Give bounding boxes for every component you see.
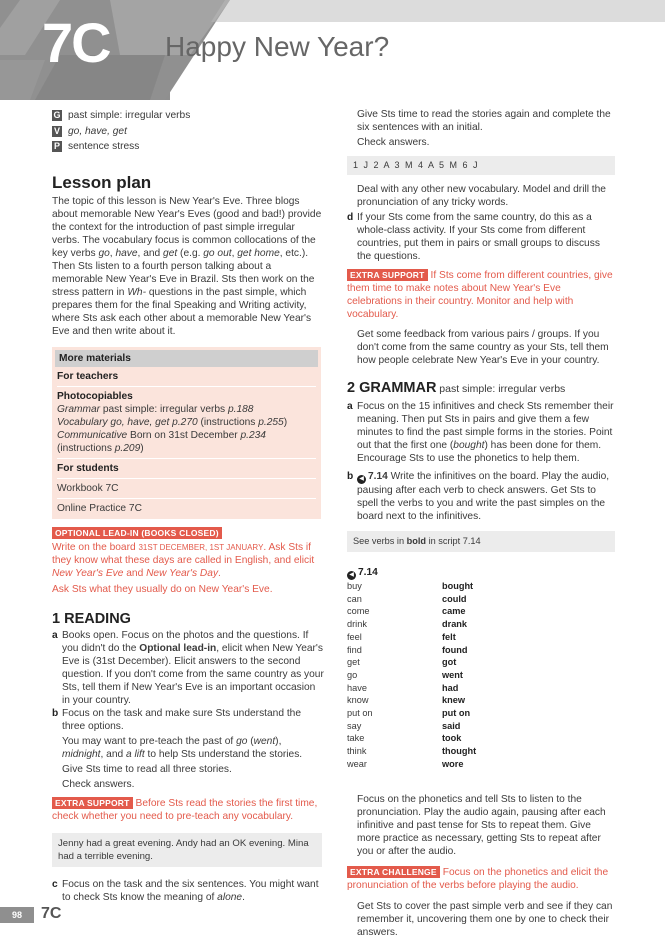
script-note: See verbs in bold in script 7.14 [347, 531, 615, 552]
lead-in [52, 527, 324, 596]
script-past-simple: knew [442, 695, 465, 706]
script-past-simple: drank [442, 619, 468, 630]
reading-b-p2: You may want to pre-teach the past of go (went), midnight, and a lift to help Sts understand the stories. [62, 735, 303, 760]
extra-challenge: EXTRA CHALLENGE Focus on the phonetics and elicit the pronunciation of the verbs before playing the audio. [347, 866, 609, 891]
page-title: Happy New Year? [165, 31, 390, 62]
focus-vocabulary: V go, have, get [53, 125, 127, 137]
script-past-simple: bought [442, 581, 474, 591]
grammar-badge: G [53, 110, 61, 120]
script-infinitive: drink [347, 619, 367, 630]
photocopiable-communicative: Communicative Born on 31st December p.234 [57, 429, 266, 441]
materials-workbook: Workbook 7C [57, 482, 316, 499]
reading-b-p4: Check answers. [62, 778, 135, 790]
script-past-simple: had [442, 682, 459, 693]
materials-teachers: For teachers [57, 370, 316, 387]
script-infinitive: wear [347, 758, 367, 769]
script-table [347, 580, 615, 771]
script-header: ◀ 7.14 [347, 566, 615, 580]
script-infinitive: put on [347, 708, 373, 719]
script-row [347, 605, 615, 618]
script-infinitive: have [347, 682, 367, 693]
reading-b-p3: Give Sts time to read all three stories. [62, 763, 232, 775]
lead-in-tag: OPTIONAL LEAD-IN (BOOKS CLOSED) [52, 527, 222, 539]
lead-in-text-2: Ask Sts what they usually do on New Year's Eve. [52, 583, 273, 595]
script-infinitive: know [347, 695, 369, 706]
script-past-simple: wore [442, 758, 464, 769]
script-infinitive: buy [347, 581, 362, 591]
script-row [347, 707, 615, 720]
right-d: d If your Sts come from the same country, do this as a whole-class activity. If your Sts come from different countries, put them in pairs or small groups to discuss the questions. [347, 212, 600, 262]
script-past-simple: felt [442, 631, 456, 642]
grammar-b: b ◀ 7.14 Write the infinitives on the board. Play the audio, pausing after each verb to check answers. Get Sts to spell the verbs to you and write the past simples on the board next to the infinitives. [347, 471, 610, 522]
grammar-a: a Focus on the 15 infinitives and check Sts remember their meaning. Then put Sts in pairs and give them a few minutes to find the past simple forms in the stories. Point out that the first one (bought) has been done for them. Encourage Sts to use the phonetics to help them. [347, 401, 614, 464]
page-number: 98 [0, 907, 34, 923]
reading-a: a Books open. Focus on the photos and the questions. If you didn't do the Optional lead-in, elicit when New Year's Eve is (31st December). Elicit answers to the second question. If you don't come from the same country as your Sts, tell them if New Year's Eve is an important occasion in your country. [52, 629, 324, 706]
script-row [347, 732, 615, 745]
script-row [347, 618, 615, 631]
script-row [347, 720, 615, 733]
unit-code: 7C [42, 11, 110, 74]
script-infinitive: come [347, 606, 370, 617]
script-infinitive: get [347, 657, 360, 668]
script-infinitive: take [347, 733, 365, 744]
reading-extra-support: EXTRA SUPPORT Before Sts read the stories the first time, check whether you need to pre-teach any vocabulary. [52, 797, 318, 822]
footer-unit: 7C [41, 905, 62, 922]
right-p2: Check answers. [357, 137, 430, 148]
script-past-simple: took [442, 733, 462, 744]
answers-box: 1 J 2 A 3 M 4 A 5 M 6 J [347, 156, 615, 175]
focus-list [52, 108, 324, 155]
materials-title: More materials [55, 350, 318, 367]
script-infinitive: can [347, 593, 362, 604]
photocopiable-instructions: (instructions p.209) [57, 442, 316, 459]
grammar-heading: 2 GRAMMAR past simple: irregular verbs [347, 380, 566, 396]
script-infinitive: feel [347, 631, 362, 642]
script-row [347, 669, 615, 682]
reading-answer-box: Jenny had a great evening. Andy had an OK evening. Mina had a terrible evening. [52, 833, 322, 867]
reading-heading: 1 READING [52, 610, 131, 627]
script-row [347, 682, 615, 695]
script-past-simple: found [442, 644, 468, 655]
right-extra-support: EXTRA SUPPORT If Sts come from different countries, give them time to make notes about New Year's Eve celebrations in their country. Monitor and help with vocabulary. [347, 270, 613, 320]
cover-paragraph: Get Sts to cover the past simple verb and see if they can remember it, uncovering them one by one to check their answers. [357, 900, 613, 938]
focus-grammar: G past simple: irregular verbs [53, 110, 191, 121]
right-p3: Deal with any other new vocabulary. Model and drill the pronunciation of any tricky words. [357, 184, 606, 208]
script-row [347, 644, 615, 657]
script-row [347, 580, 615, 593]
script-infinitive: think [347, 746, 367, 757]
script-past-simple: got [442, 657, 457, 668]
script-past-simple: came [442, 606, 466, 617]
script-past-simple: thought [442, 746, 477, 757]
more-materials-box [52, 347, 321, 519]
script-past-simple: went [442, 669, 463, 680]
script-infinitive: say [347, 720, 362, 731]
script-row [347, 694, 615, 707]
pronunciation-badge: P [53, 141, 60, 151]
right-p1: Give Sts time to read the stories again and complete the six sentences with an initial. [357, 109, 611, 133]
reading-b: b Focus on the task and make sure Sts understand the three options. [52, 707, 301, 732]
reading-c: c Focus on the task and the six sentences. You might want to check Sts know the meaning of alone. [52, 878, 319, 903]
audio-icon[interactable]: ◀ [357, 475, 366, 484]
photocopiable-vocabulary: Vocabulary go, have, get p.270 (instructions p.255) [57, 416, 288, 428]
materials-students: For students [57, 462, 316, 479]
script-past-simple: put on [442, 708, 471, 719]
lead-in-text: Write on the board 31ST DECEMBER, 1ST JANUARY. Ask Sts if they know what these days are called in English, and elicit New Year's Eve and New Year's Day. [52, 541, 315, 579]
vocabulary-badge: V [53, 125, 60, 136]
phonetics-paragraph: Focus on the phonetics and tell Sts to listen to the pronunciation. Play the audio again, pausing after each infinitive and past tense for Sts to repeat them. Give more practice as necessary, getting Sts to repeat after you or after the audio. [357, 793, 606, 857]
script-row [347, 593, 615, 606]
photocopiable-grammar: Grammar past simple: irregular verbs p.188 [57, 403, 254, 415]
focus-pronunciation: P sentence stress [53, 141, 140, 152]
audio-script [347, 566, 615, 771]
materials-online: Online Practice 7C [57, 502, 142, 514]
script-infinitive: go [347, 669, 358, 680]
lesson-plan-heading: Lesson plan [52, 172, 152, 192]
script-row [347, 745, 615, 758]
script-row [347, 656, 615, 669]
script-past-simple: said [442, 720, 461, 731]
script-row [347, 758, 615, 771]
script-past-simple: could [442, 593, 467, 604]
script-infinitive: find [347, 644, 362, 655]
script-audio-icon[interactable]: ◀ [347, 571, 356, 580]
materials-photocopiables: Photocopiables [57, 390, 133, 402]
right-column [347, 108, 615, 939]
lesson-plan-intro: The topic of this lesson is New Year's Eve. Three blogs about memorable New Year's Eves (good and bad!) provide the context for the introduction of past simple irregular verbs. The vocabulary focus is common collocations of the key verbs go, have, and get (e.g. go out, get home, etc.). Then Sts listen to a fourth person talking about a memorable New Year's Eve in Brazil. Sts then work on the stress pattern in Wh- questions in the past simple, which prepares them for the final Speaking and Writing activity, where Sts ask each other about a memorable New Year's Eve and then write about it. [52, 195, 322, 337]
script-row [347, 631, 615, 644]
right-p4: Get some feedback from various pairs / groups. If you don't come from the same country as your Sts, tell them how people celebrate New Year's Eve in your country. [357, 329, 609, 366]
left-column [52, 108, 324, 904]
